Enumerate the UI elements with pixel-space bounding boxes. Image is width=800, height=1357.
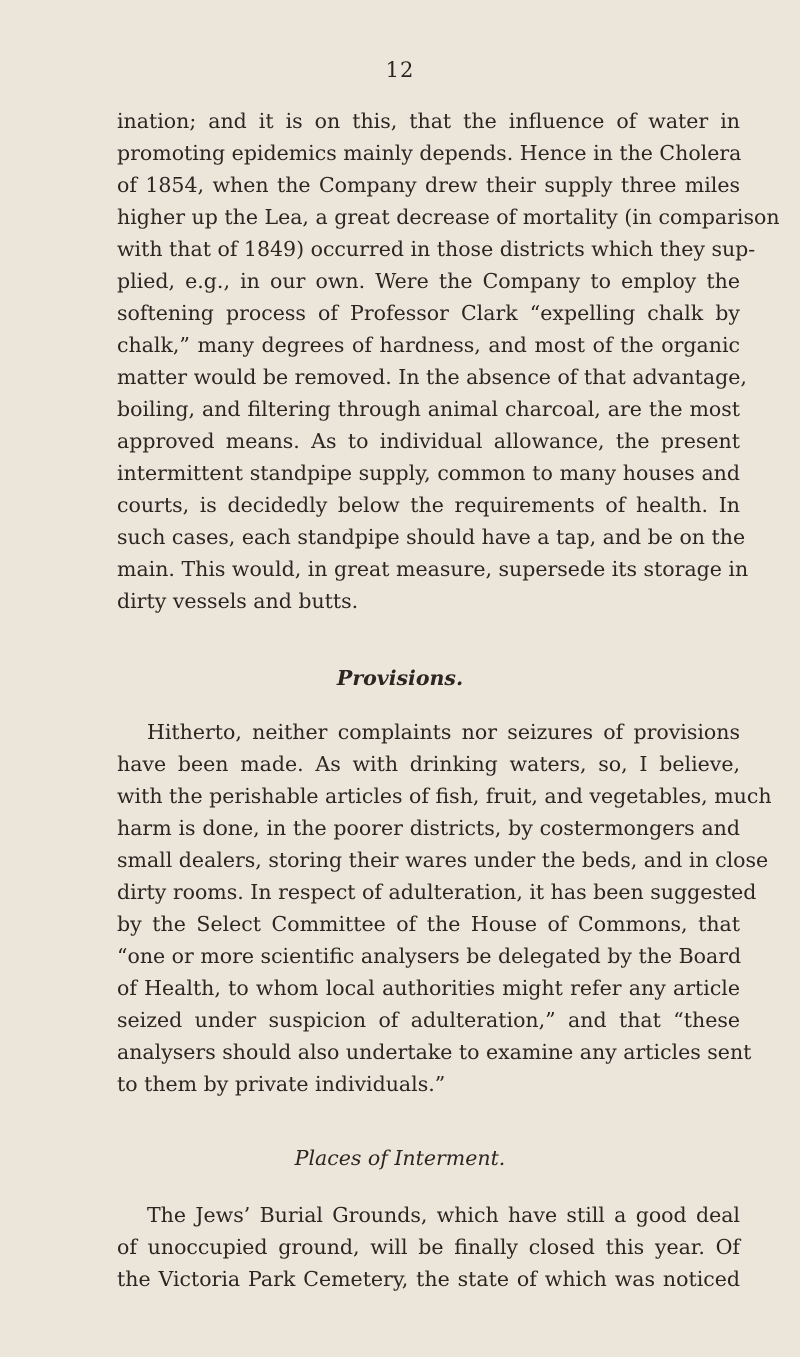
- text-line: small dealers, storing their wares under the beds, and in close: [117, 848, 769, 872]
- text-line: to them by private individuals.”: [117, 1072, 446, 1096]
- section-heading-interment: Places of Interment.: [294, 1146, 506, 1170]
- text-line: analysers should also undertake to examine any articles sent: [117, 1040, 752, 1064]
- text-line: have been made. As with drinking waters, so, I believe,: [117, 752, 740, 776]
- text-line: courts, is decidedly below the requirements of health. In: [117, 493, 740, 517]
- text-line: softening process of Professor Clark “expelling chalk by: [117, 301, 740, 325]
- section-heading-provisions: Provisions.: [336, 666, 464, 690]
- text-line: of 1854, when the Company drew their supply three miles: [117, 173, 740, 197]
- text-line: seized under suspicion of adulteration,” and that “these: [117, 1008, 740, 1032]
- text-line: ination; and it is on this, that the influence of water in: [117, 109, 740, 133]
- text-line: plied, e.g., in our own. Were the Company to employ the: [117, 269, 740, 293]
- text-line: of Health, to whom local authorities might refer any article: [117, 976, 740, 1000]
- text-line: harm is done, in the poorer districts, by costermongers and: [117, 816, 740, 840]
- text-line: main. This would, in great measure, supersede its storage in: [117, 557, 749, 581]
- text-line: dirty vessels and butts.: [117, 589, 359, 613]
- text-line: by the Select Committee of the House of Commons, that: [117, 912, 740, 936]
- text-line: chalk,” many degrees of hardness, and most of the organic: [117, 333, 740, 357]
- text-line: the Victoria Park Cemetery, the state of which was noticed: [117, 1267, 740, 1291]
- text-line: matter would be removed. In the absence of that advantage,: [117, 365, 747, 389]
- text-line: approved means. As to individual allowance, the present: [117, 429, 740, 453]
- text-line: such cases, each standpipe should have a tap, and be on the: [117, 525, 746, 549]
- page-number: 12: [385, 58, 415, 82]
- text-line: intermittent standpipe supply, common to many houses and: [117, 461, 740, 485]
- text-line: Hitherto, neither complaints nor seizures of provisions: [147, 720, 740, 744]
- text-line: with the perishable articles of fish, fruit, and vegetables, much: [117, 784, 772, 808]
- text-line: promoting epidemics mainly depends. Hence in the Cholera: [117, 141, 742, 165]
- text-line: The Jews’ Burial Grounds, which have still a good deal: [147, 1203, 740, 1227]
- text-line: of unoccupied ground, will be finally closed this year. Of: [117, 1235, 740, 1259]
- text-line: “one or more scientific analysers be delegated by the Board: [117, 944, 742, 968]
- text-line: higher up the Lea, a great decrease of mortality (in comparison: [117, 205, 780, 229]
- text-line: dirty rooms. In respect of adulteration, it has been suggested: [117, 880, 757, 904]
- text-line: with that of 1849) occurred in those districts which they sup-: [117, 237, 756, 261]
- text-line: boiling, and filtering through animal charcoal, are the most: [117, 397, 740, 421]
